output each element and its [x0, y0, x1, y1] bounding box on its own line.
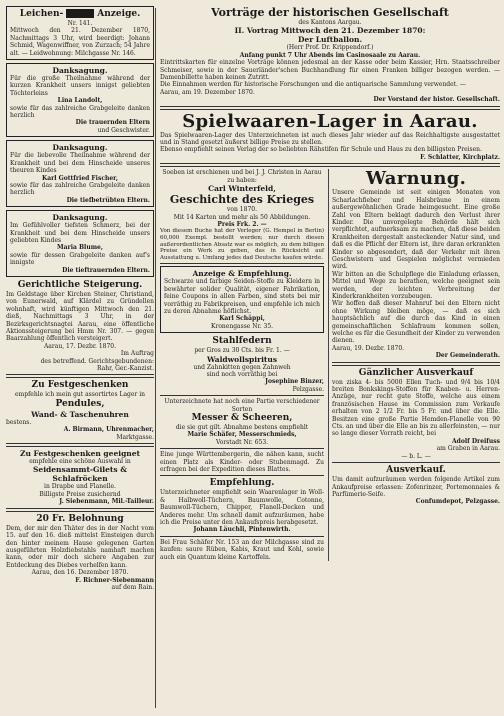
- silk-fabric-ad: Anzeige & Empfehlung. Schwarze und farbige Seiden-Stoffe zu Kleidern in bewährter solider Qualität, eigener Fabrikation, feine Coupons in allen Farben, sind stets bei mir vorräthig zu Fabrikpreisen, und empfehle ich mich zu deren Abnahme höflichst. Karl Schäppi, Kronengasse Nr. 35.: [160, 266, 324, 333]
- pendules-heading: Pendules,: [55, 398, 105, 409]
- thanks-title-1: Danksagung.: [52, 66, 108, 76]
- vegetable-notice: Bei Frau Schäfer Nr. 153 an der Milchgasse sind zu kaufen: saure Rüben, Kabis, Kraut und Kohl, sowie auch ein Quantum kleine Kartoffeln.: [160, 538, 325, 561]
- sub-column-right: [328, 169, 500, 561]
- silk-ad: Zu Festgeschenken geeignet empfehle eine schöne Auswahl in Seidensammt-Gilets & Schlafröcken in Drapbe und Flanelle. Billigste Preise zusichernd J. Siebenmann, Mil.-Tailleur.: [20, 449, 154, 506]
- thanks-notice-1: Danksagung. Für die große Theilnahme während der kurzen Krankheit unsers innigst geliebten Töchterleins Lina Landolt, sowie für das zahlreiche Grabgeleite danken herzlich Die trauernden Eltern und Geschwister.: [6, 63, 154, 137]
- job-seeker-notice: Eine junge Württembergerin, die nähen kann, sucht einen Platz als Kinder- oder Stubenmagd. Zu erfragen bei der Expedition dieses Blattes.: [160, 451, 325, 473]
- funeral-notice: [6, 6, 154, 60]
- separator: [160, 536, 324, 537]
- sale-ad: Ausverkauf. Um damit aufzuräumen werden folgende Artikel zum Ankaufpreise erlassen: Zofenrinzer, Portemonnaies & Parfümerie-Seife. Confumdepot, Pelzgasse.: [332, 465, 500, 506]
- toy-store-title: Spielwaaren-Lager in Aarau.: [182, 110, 478, 132]
- right-column: [160, 6, 500, 561]
- deceased-name: Lina Landolt,: [57, 97, 103, 105]
- sub-column-left: [160, 169, 324, 561]
- funeral-number: Nr. 141.: [67, 20, 93, 27]
- deceased-name: Maria Blume,: [57, 244, 103, 252]
- thanks-notice-3: Danksagung. Im Gefühlvoller tiefsten Schmerz, bei der Krankheit und bei dem Hinscheide unsers geliebten Kindes Maria Blume, sowie für dessen Grabgeleite danken auf's innigste Die tieftrauernden Eltern.: [6, 210, 154, 277]
- separator: [6, 374, 154, 378]
- lecture-topic: Der Luftballon.: [297, 35, 363, 45]
- lecture-notice: Vorträge der historischen Gesellschaft des Kantons Aargau. II. Vortrag Mittwoch den 21. Dezember 1870: Der Luftballon. (Herr Prof. Dr. Krippendorf.) Anfang punkt 7 Uhr Abends im Casinosaale zu Aarau. Eintrittskarten für einzelne Vorträge können jedesmal an der Kasse oder beim Kassier, Hrn. Staatsschreiber Schmeiser, sowie in der Sauerländer'schen Buchhandlung für einen Franken billiger bezogen werden. — Damenbillette haben keinen Zutritt. Die Einnahmen werden für historische Forschungen und die antiquarische Sammlung verwendet. — Aarau, am 19. Dezember 1870. Der Vorstand der histor. Gesellschaft.: [160, 6, 500, 104]
- separator: [6, 443, 154, 447]
- separator: [160, 106, 500, 110]
- separator: [160, 475, 324, 476]
- warning-title: Warnung.: [365, 168, 467, 190]
- separator: [160, 448, 324, 449]
- separator: [160, 263, 324, 264]
- knife-ad: Unterzeichnete hat noch eine Partie verschiedener Sorten Messer & Scheeren, die sie gut gilt. Abnahme bestens empfiehlt Marie Schäfer, Messerschmieds, Vorstadt Nr. 653.: [164, 398, 320, 446]
- two-column-section: [160, 169, 500, 561]
- column-divider: [155, 8, 156, 708]
- book-title: Geschichte des Krieges: [169, 193, 315, 207]
- warning-notice: Warnung. Unsere Gemeinde ist seit einigen Monaten von Scharlachfieber und Halsbräune in einem außergewöhnlichen Grade heimgesucht. Eine große Zahl von Eltern beklagt dadurch den Verlust ihrer Kinder. Die unvorgelegte Behörde hält sich verpflichtet, aufmerksam zu machen, daß diese beiden Krankheiten dergestalt ansteckender Natur sind, und daß es die Pflicht der Eltern ist, ihre daran erkrankten Kinder so abgesondert, daß der Verkehr mit ihren Geschwistern und Gespielen möglichst vermieden wird. Wir bitten an die Schulpflege die Einladung erlassen, Mittel und Wege zu berathen, welche geeignet sein werden, der leichten Verbreitung der Kinderkrankheiten vorzubeugen. Wir hoffen daß dieser Mahnruf bei den Eltern nicht ohne Wirkung bleiben möge, — daß es sich hauptsächlich auf die durch das Kind in einen gemeinschaftlichen Schlafraum kommen sollen, welche es für die Gesundheit der Kinder zu verwenden dienen. Aarau, 19. Dezbr. 1870. Der Gemeinderath.: [332, 168, 500, 360]
- clearance-sale-ad: Gänzlicher Ausverkauf von ziska 4- bis 5000 Ellen Tuch- und 9/4 bis 10/4 breiten Bonkskings-Stoffen für Knaben- u. Herren-Anzüge, nur recht gute Stoffe, welche aus einem französischen Hause im Commission zum Verkaufe erhalten von 2 1/2 Fr. bis 5 Fr. und über die Elle. Besitzen eine große Partie Hemden-Flanelle von 90 Cts. an und über die Elle an bis zu allerfeinsten, — nur so lange dieser Vorrath reicht, bei Adolf Dreifuss am Graben in Aarau. — b. L. —: [332, 367, 500, 460]
- funeral-text: Mittwoch den 21. Dezember 1870, Nachmittags 3 Uhr, wird beerdigt: Johann Schmid, Wagenwiffner, von Zurzach; 54 Jahre alt. — Leidwohnung: Milchgasse Nr. 146.: [10, 27, 150, 57]
- toy-store-ad: Spielwaaren-Lager in Aarau. Das Spielwaaren-Lager des Unterzeichneten ist auch dieses Jahr wieder auf das Reichhaltigste ausgestattet und in Stand gesetzt äußerst billige Preise zu stellen. Ebenso empfiehlt seinen Verlag der so beliebten Rähstifen für Schule und Haus zu den billigsten Preisen. F. Schlatter, Kirchplatz.: [160, 110, 500, 161]
- lecture-title: Vorträge der historischen Gesellschaft: [211, 6, 449, 19]
- reward-notice: 20 Fr. Belohnung Dem, der mir den Thäter des in der Nacht vom 15. auf den 16. dieß mittelst Einsteigen durch den hinter meinem Hause gelegenen Garten ausgeführten Holzdiebstahls namhaft machen kann, oder mir doch sichere Angaben zur Entdeckung des Diebes verhelfen kann. Aarau, den 16. Dezember 1870. F. Richner-Siebenmann auf dem Rain.: [6, 513, 154, 591]
- separator: [160, 395, 324, 396]
- pen-ad: Stahlfedern per Gros zu 30 Cts. bis Fr. 1. — Waldwollspiritus und Zahnkitten gegen Zahnweh sind noch vorräthig bei Josephine Binzer, Pelzgasse.: [193, 336, 325, 393]
- clock-ad: Zu Festgeschenken empfehle ich mein gut assortirtes Lager in Pendules, Wand- & Taschenuhren bestens. A. Birmann, Uhrenmacher, Marktgasse.: [6, 380, 154, 441]
- auction-title: Gerichtliche Steigerung.: [17, 279, 143, 290]
- coffin-icon: [66, 9, 94, 18]
- deceased-name: Karl Gottfried Fischer,: [42, 174, 118, 182]
- separator: [332, 462, 500, 463]
- left-column: [6, 6, 154, 591]
- separator: [332, 362, 500, 366]
- separator: [160, 163, 500, 167]
- auction-notice: Gerichtliche Steigerung. Im Geldstage über Kirchen Steiner, Christiand, von Eunerwald, auf Klärdel zu Gründellen wohnhaft, wird künftigen Mittwoch den 21. dieß, Nachmittags 3 Uhr, in der Bezirksgerichtsnagtei Aarau, eine öffentliche Aktionssteigerung bei Hmm Nr. 307. — gegen Baarzahlung öffentlich versteigert. Aarau, 17. Dezbr. 1870. Im Auftrag des betreffend. Gerichtsgebundenen: Rahr, Ger.-Kanzist.: [6, 279, 154, 373]
- separator: [6, 508, 154, 512]
- recommendation-ad: Empfehlung. Unterzeichneter empfiehlt sein Waarenlager in Woll- & Halbwoll-Tüchern, Baumwolle, Cotonne, Baumwoll-Tüchern, Chipper, Flanell-Decken und Anderes mehr. Um schnell damit aufzuräumen, habe ich die Preise unter den Ankaufspreis herabgesetzt. Johann Läuchli, Pintenwirth.: [160, 478, 325, 534]
- thanks-notice-2: Danksagung. Für die liebevolle Theilnahme während der Krankheit und bei dem Hinscheide unseres theuren Kindes Karl Gottfried Fischer, sowie für das zahlreiche Grabgeleite danken herzlich Die tiefbetrübten Eltern.: [6, 140, 154, 207]
- book-ad: Soeben ist erschienen und bei J. J. Christen in Aarau zu haben: Carl Winterfeld, Geschichte des Krieges von 1870. Mit 14 Karten und mehr als 50 Abbildungen. Preis Frk. 2. — Von diesem Buche hat der Verleger (G. Hempel in Berlin) 60,000 Exempl. bestellt werden; nur durch diesen außerordentlichen Absatz war es möglich, zu dem billigen Preise ein Werk zu geben, das in Rücksicht auf Ausstattung u. Umfang jedes dad Deutsche kaufen würde.: [160, 169, 325, 261]
- funeral-title: Leichen- Anzeige.: [19, 9, 141, 19]
